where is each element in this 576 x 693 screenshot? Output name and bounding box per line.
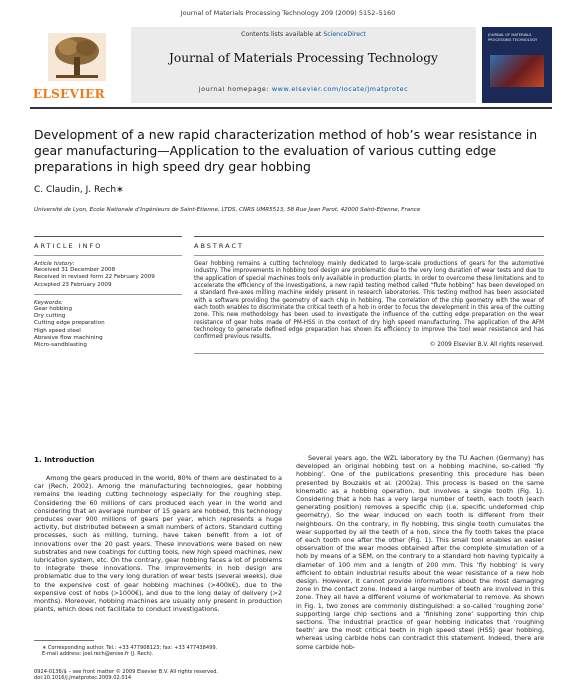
contents-prefix: Contents lists available at bbox=[241, 31, 324, 38]
publisher-logo[interactable] bbox=[30, 27, 125, 103]
cover-image bbox=[490, 55, 544, 87]
authors[interactable]: C. Claudin, J. Rech∗ bbox=[34, 185, 124, 195]
article-info-top-rule bbox=[34, 236, 182, 237]
publisher-name: ELSEVIER bbox=[33, 87, 105, 101]
journal-title[interactable]: Journal of Materials Processing Technology bbox=[169, 51, 438, 65]
homepage-link[interactable]: www.elsevier.com/locate/jmatprotec bbox=[271, 85, 409, 93]
body-column-left bbox=[34, 455, 282, 614]
article-title: Development of a new rapid characterization method of hob’s wear resistance in gear manufacturing—Application to the evaluation of various cutting edge preparations in high speed dry gear hobbing bbox=[34, 127, 538, 174]
issn-doi-block bbox=[34, 669, 218, 682]
keyword-item: High speed steel bbox=[34, 327, 81, 334]
section-heading-introduction: 1. Introduction bbox=[34, 455, 95, 464]
history-label: Article history: bbox=[34, 261, 75, 267]
keyword-item: Gear hobbing bbox=[34, 305, 73, 312]
homepage-line bbox=[131, 85, 476, 93]
abstract-panel bbox=[194, 236, 544, 354]
email-note[interactable]: E-mail address: joel.rech@enise.fr (J. Rech). bbox=[42, 651, 154, 658]
body-column-right bbox=[296, 455, 544, 652]
keyword-item: Abrasive flow machining bbox=[34, 335, 103, 342]
accepted-date: Accepted 23 February 2009 bbox=[34, 281, 112, 288]
history-divider bbox=[34, 289, 182, 295]
body-paragraph: Several years ago, the WZL laboratory by the TU Aachen (Germany) has developed an original hobbing test on a hobbing machine, so-called ‘fly hobbing’. One of the publications presenting this procedure has been presented by Bouzakis et al. (2002a). This process is based on the same kinematic as a hobbing operation, but involves a single tooth (Fig. 1). Considering that a hob has a very large number of teeth, each tooth (each generating position) removes a specific chip (i.e. specific undeformed chip geometry). So the wear induced on each tooth is different from their neighbours. On the contrary, in fly hobbing, this single tooth cumulates the wear supported by all the teeth of a hob, since the fly tooth takes the place of each tooth one after the other (Fig. 1). This small tool enables an easier observation of the wear modes obtained after the complete simulation of a hob by means of a SEM, on the contrary to a standard hob having typically a diameter of 100 mm and a length of 200 mm. This ‘fly hobbing’ is very efficient to obtain industrial results about the wear resistance of a new hob design. However, it cannot provide informations about the most damaging zone in the contact zone. Indeed a large number of teeth are involved in this zone. They all have a different volume of workmaterial to remove. As shown in Fig. 1, two zones are commonly distinguished: a so-called ‘roughing zone’ supporting large chip sections and a ‘finishing zone’ supporting thin chip sections. The industrial practice of gear hobbing indicates that ‘roughing teeth’ are the most critical teeth in high speed steel (HSS) gear hobbing, whereas using carbide hobs can contradict this statement. Indeed, there are some carbide hob- bbox=[296, 455, 544, 651]
article-info-heading: ARTICLE INFO bbox=[34, 242, 103, 250]
received-date: Received 31 December 2008 bbox=[34, 267, 116, 273]
homepage-prefix: journal homepage: bbox=[198, 85, 272, 93]
keyword-item: Cutting edge preparation bbox=[34, 320, 105, 327]
issn-line: 0924-0136/$ – see front matter © 2009 Elsevier B.V. All rights reserved. bbox=[34, 669, 219, 675]
abstract-copyright: © 2009 Elsevier B.V. All rights reserved. bbox=[429, 341, 544, 348]
article-info-panel bbox=[34, 236, 182, 350]
doi-line[interactable]: doi:10.1016/j.jmatprotec.2009.02.014 bbox=[34, 675, 132, 682]
contents-line bbox=[131, 31, 476, 38]
elsevier-tree-icon bbox=[48, 33, 106, 81]
keyword-item: Dry cutting bbox=[34, 313, 66, 320]
footnotes bbox=[34, 640, 282, 658]
abstract-bottom-rule bbox=[194, 353, 544, 354]
corresponding-author-note: ∗ Corresponding author. Tel.: +33 477908123; fax: +33 477438499. bbox=[42, 645, 218, 651]
cover-title: JOURNAL OF MATERIALS PROCESSING TECHNOLOGY bbox=[488, 33, 538, 42]
keyword-item: Micro-sandblasting bbox=[34, 342, 87, 349]
keywords-label: Keywords: bbox=[34, 299, 63, 306]
sciencedirect-link[interactable]: ScienceDirect bbox=[323, 31, 366, 38]
body-paragraph: Among the gears produced in the world, 80% of them are destinated to a car (Rech, 2002). Among the manufacturing technologies, gear hobbing remains the leading cutting technology especially for the roughing step. Considering the 60 millions of cars produced each year in the world and considering that an average number of 15 gears are hobbed, this technology produces over 900 millions of gears per year, which represents a huge activity, but distributed between a small numbers of actors. Standard cutting processes, such as milling, turning, have taken benefit from a lot of innovations over the 20 past years. These innovations were based on new substrates and new coatings for cutting tools, new high speed machines, new lubrication system, etc. On the contrary, gear hobbing faces a lot of problems to integrate these innovations. The improvements in hob design are problematic due to the very long duration of wear tests (several weeks), due to the expensive cost of gear hobbing machines (>400k€), due to the expensive cost of hobs (>1000€), and due to the long delay of delivery (>2 months). Moreover, hobbing machines are usually only present in production plants, which does not facilitate to conduct investigations. bbox=[34, 475, 282, 614]
journal-masthead bbox=[30, 27, 552, 109]
journal-cover-thumbnail[interactable] bbox=[482, 27, 552, 103]
masthead-divider bbox=[30, 107, 552, 109]
abstract-top-rule bbox=[194, 236, 544, 237]
footnote-rule bbox=[34, 640, 94, 641]
revised-date: Received in revised form 22 February 2009 bbox=[34, 274, 155, 281]
abstract-heading: ABSTRACT bbox=[194, 242, 244, 250]
running-head: Journal of Materials Processing Technology 209 (2009) 5152–5160 bbox=[180, 9, 396, 17]
abstract-divider bbox=[194, 255, 544, 256]
abstract-text: Gear hobbing remains a cutting technology mainly dedicated to large-scale productions of gears for the automotive industry. The improvements in hobbing tool design are problematic due to the very long duration of wear tests and due to the application of special machines tools only available in production plants. In order to overcome these limitations and to accelerate the efficiency of the investigations, a new rapid testing method called “flute hobbing” has been developed on a standard five-axes milling machine widely present in research laboratories. This testing method has been associated with a software providing the geometry of each chip in hobbing. The correlation of the chip geometry with the wear of each tooth enables to discriminate the critical teeth of a hob in order to focus the development in this area of the cutting zone. This new methodology has been used to investigate the influence of the cutting edge preparation on the wear resistance of gear hobs made of PM-HSS in the context of dry high speed manufacturing. The application of the AFM technology to generate defined edge preparation has shown its efficiency to improve the tool wear resistance and has confirmed previous results. bbox=[194, 261, 544, 341]
journal-banner bbox=[131, 27, 476, 103]
article-info-divider bbox=[34, 255, 182, 256]
affiliation: Université de Lyon, Ecole Nationale d’Ingénieurs de Saint-Etienne, LTDS, CNRS UMR5513, 58 Rue Jean Parot, 42000 Saint-Etienne, France bbox=[34, 207, 421, 213]
